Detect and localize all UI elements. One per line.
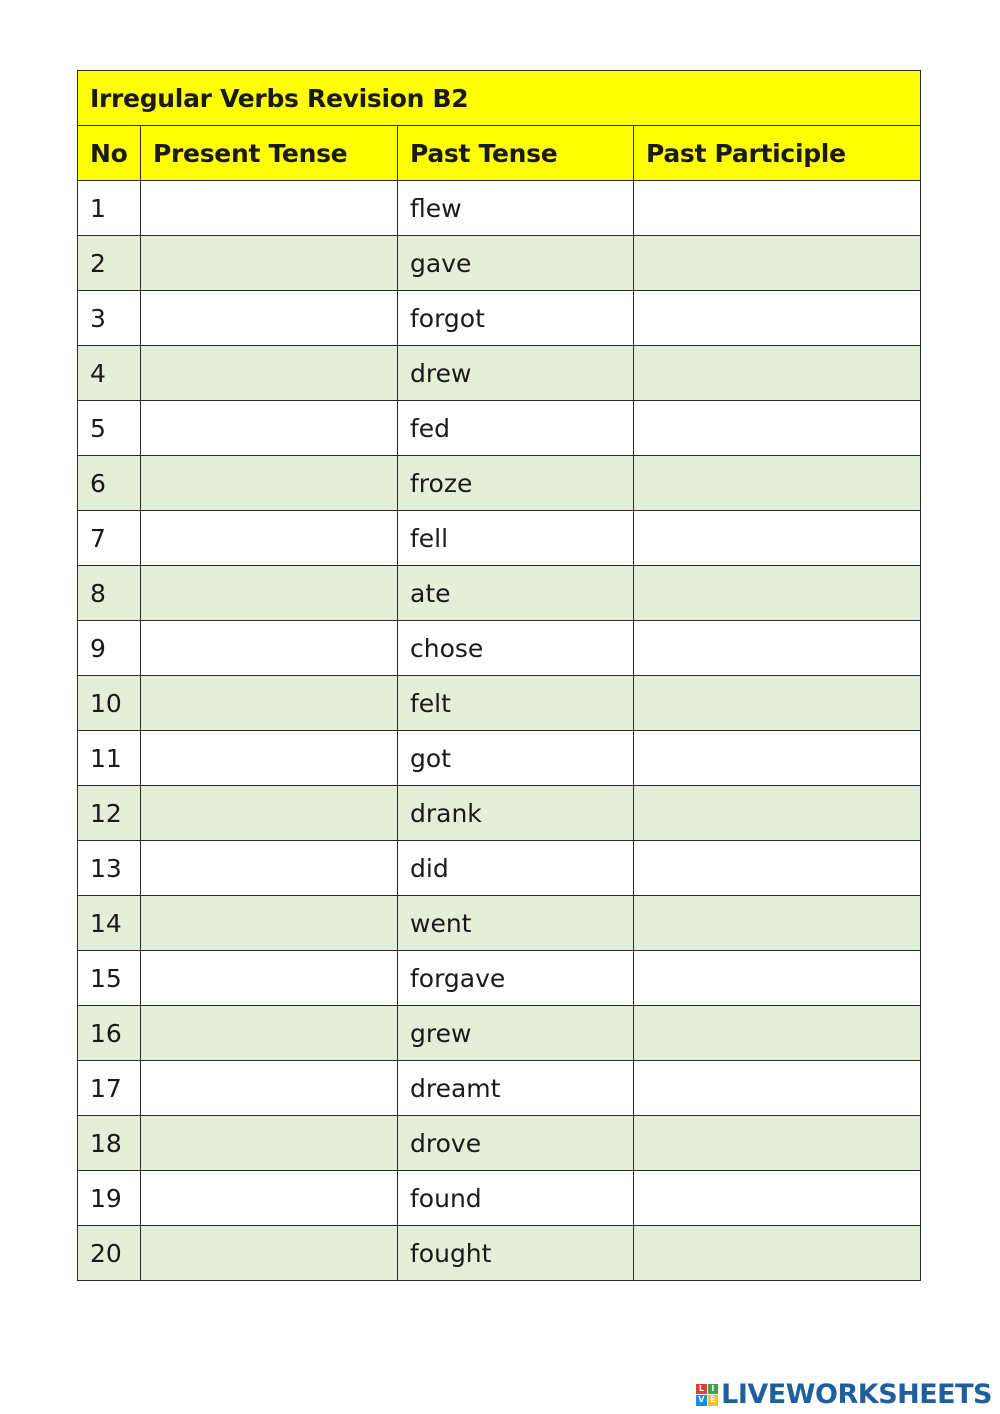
past-participle-answer-field[interactable] <box>634 566 921 621</box>
header-row <box>78 126 921 181</box>
present-tense-answer-field[interactable] <box>141 621 398 676</box>
table-row <box>78 841 921 896</box>
table-row <box>78 621 921 676</box>
row-number: 8 <box>78 566 141 621</box>
past-tense-cell: gave <box>398 236 634 291</box>
past-tense-cell: drank <box>398 786 634 841</box>
header-past-tense: Past Tense <box>398 126 634 181</box>
past-participle-answer-field[interactable] <box>634 731 921 786</box>
past-participle-answer-field[interactable] <box>634 786 921 841</box>
row-number: 13 <box>78 841 141 896</box>
present-tense-answer-field[interactable] <box>141 1006 398 1061</box>
present-tense-answer-field[interactable] <box>141 896 398 951</box>
past-participle-answer-field[interactable] <box>634 621 921 676</box>
liveworksheets-logo <box>696 1379 992 1410</box>
past-tense-cell: felt <box>398 676 634 731</box>
row-number: 19 <box>78 1171 141 1226</box>
table-row <box>78 291 921 346</box>
row-number: 12 <box>78 786 141 841</box>
past-tense-cell: forgave <box>398 951 634 1006</box>
present-tense-answer-field[interactable] <box>141 346 398 401</box>
table-row <box>78 1116 921 1171</box>
past-participle-answer-field[interactable] <box>634 456 921 511</box>
past-tense-cell: flew <box>398 181 634 236</box>
verbs-table <box>77 70 921 1281</box>
row-number: 2 <box>78 236 141 291</box>
row-number: 11 <box>78 731 141 786</box>
table-row <box>78 566 921 621</box>
present-tense-answer-field[interactable] <box>141 456 398 511</box>
brand-text: LIVEWORKSHEETS <box>721 1379 992 1410</box>
past-participle-answer-field[interactable] <box>634 676 921 731</box>
row-number: 16 <box>78 1006 141 1061</box>
present-tense-answer-field[interactable] <box>141 181 398 236</box>
header-no: No <box>78 126 141 181</box>
past-tense-cell: drove <box>398 1116 634 1171</box>
table-row <box>78 1061 921 1116</box>
present-tense-answer-field[interactable] <box>141 236 398 291</box>
past-tense-cell: went <box>398 896 634 951</box>
past-participle-answer-field[interactable] <box>634 511 921 566</box>
table-row <box>78 786 921 841</box>
row-number: 10 <box>78 676 141 731</box>
table-row <box>78 1226 921 1281</box>
brand-icon-tile: L <box>696 1384 707 1395</box>
row-number: 5 <box>78 401 141 456</box>
present-tense-answer-field[interactable] <box>141 401 398 456</box>
brand-icon-tile: V <box>696 1395 707 1406</box>
table-row <box>78 346 921 401</box>
row-number: 1 <box>78 181 141 236</box>
past-tense-cell: got <box>398 731 634 786</box>
row-number: 18 <box>78 1116 141 1171</box>
past-tense-cell: forgot <box>398 291 634 346</box>
present-tense-answer-field[interactable] <box>141 1171 398 1226</box>
row-number: 4 <box>78 346 141 401</box>
row-number: 3 <box>78 291 141 346</box>
brand-icon-tile: I <box>708 1384 719 1395</box>
present-tense-answer-field[interactable] <box>141 566 398 621</box>
table-row <box>78 731 921 786</box>
past-participle-answer-field[interactable] <box>634 1171 921 1226</box>
row-number: 14 <box>78 896 141 951</box>
past-participle-answer-field[interactable] <box>634 236 921 291</box>
worksheet-title: Irregular Verbs Revision B2 <box>78 71 921 126</box>
row-number: 20 <box>78 1226 141 1281</box>
table-row <box>78 1006 921 1061</box>
past-participle-answer-field[interactable] <box>634 896 921 951</box>
past-participle-answer-field[interactable] <box>634 1116 921 1171</box>
past-participle-answer-field[interactable] <box>634 1061 921 1116</box>
past-tense-cell: froze <box>398 456 634 511</box>
present-tense-answer-field[interactable] <box>141 951 398 1006</box>
table-row <box>78 236 921 291</box>
header-present-tense: Present Tense <box>141 126 398 181</box>
past-participle-answer-field[interactable] <box>634 181 921 236</box>
header-past-participle: Past Participle <box>634 126 921 181</box>
present-tense-answer-field[interactable] <box>141 1116 398 1171</box>
present-tense-answer-field[interactable] <box>141 841 398 896</box>
past-participle-answer-field[interactable] <box>634 1006 921 1061</box>
row-number: 7 <box>78 511 141 566</box>
past-tense-cell: fell <box>398 511 634 566</box>
table-row <box>78 401 921 456</box>
row-number: 9 <box>78 621 141 676</box>
brand-icon-tile: E <box>708 1395 719 1406</box>
table-row <box>78 511 921 566</box>
past-tense-cell: fed <box>398 401 634 456</box>
past-participle-answer-field[interactable] <box>634 841 921 896</box>
liveworksheets-icon <box>696 1384 718 1406</box>
row-number: 6 <box>78 456 141 511</box>
past-tense-cell: chose <box>398 621 634 676</box>
present-tense-answer-field[interactable] <box>141 676 398 731</box>
present-tense-answer-field[interactable] <box>141 731 398 786</box>
past-participle-answer-field[interactable] <box>634 401 921 456</box>
row-number: 15 <box>78 951 141 1006</box>
present-tense-answer-field[interactable] <box>141 291 398 346</box>
row-number: 17 <box>78 1061 141 1116</box>
past-tense-cell: found <box>398 1171 634 1226</box>
present-tense-answer-field[interactable] <box>141 511 398 566</box>
past-tense-cell: dreamt <box>398 1061 634 1116</box>
past-tense-cell: fought <box>398 1226 634 1281</box>
past-tense-cell: did <box>398 841 634 896</box>
past-tense-cell: grew <box>398 1006 634 1061</box>
past-tense-cell: ate <box>398 566 634 621</box>
present-tense-answer-field[interactable] <box>141 1061 398 1116</box>
past-participle-answer-field[interactable] <box>634 951 921 1006</box>
past-participle-answer-field[interactable] <box>634 346 921 401</box>
present-tense-answer-field[interactable] <box>141 786 398 841</box>
past-participle-answer-field[interactable] <box>634 1226 921 1281</box>
present-tense-answer-field[interactable] <box>141 1226 398 1281</box>
title-row <box>78 71 921 126</box>
table-row <box>78 1171 921 1226</box>
table-row <box>78 181 921 236</box>
table-row <box>78 896 921 951</box>
table-row <box>78 456 921 511</box>
table-row <box>78 676 921 731</box>
past-tense-cell: drew <box>398 346 634 401</box>
past-participle-answer-field[interactable] <box>634 291 921 346</box>
table-row <box>78 951 921 1006</box>
